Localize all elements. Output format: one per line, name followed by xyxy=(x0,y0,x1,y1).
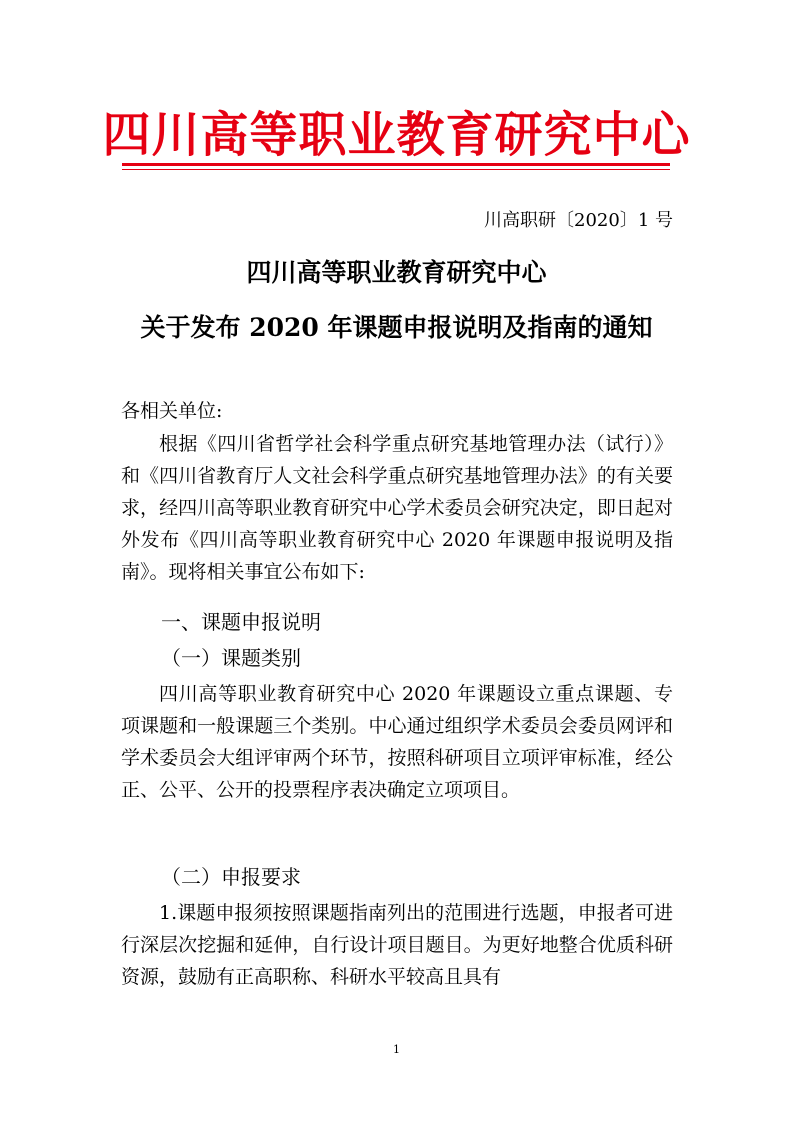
requirement-paragraph-1: 1.课题申报须按照课题指南列出的范围进行选题，申报者可进行深层次挖掘和延伸，自行设计项目题目。为更好地整合优质科研资源，鼓励有正高职称、科研水平较高且具有 xyxy=(121,902,673,988)
document-number: 川高职研〔2020〕1 号 xyxy=(484,210,673,231)
section-heading-1: 一、课题申报说明 xyxy=(161,610,321,634)
category-paragraph: 四川高等职业教育研究中心 2020 年课题设立重点课题、专项课题和一般课题三个类别。中心通过组织学术委员会委员网评和学术委员会大组评审两个环节，按照科研项目立项评审标准，经公正、公平、公开的投票程序表决确定立项项目。 xyxy=(121,683,673,801)
subsection-heading-requirements: （二）申报要求 xyxy=(161,865,301,889)
subsection-heading-category: （一）课题类别 xyxy=(161,646,301,670)
page-number: 1 xyxy=(393,1043,400,1056)
salutation: 各相关单位: xyxy=(121,400,223,422)
masthead-divider-thick xyxy=(122,163,670,166)
masthead-divider-thin xyxy=(122,169,670,170)
masthead-title: 四川高等职业教育研究中心 xyxy=(102,107,691,163)
document-title-line-1: 四川高等职业教育研究中心 xyxy=(246,258,547,287)
document-title-line-2: 关于发布 2020 年课题申报说明及指南的通知 xyxy=(140,313,653,342)
intro-paragraph: 根据《四川省哲学社会科学重点研究基地管理办法（试行）》和《四川省教育厅人文社会科学重点研究基地管理办法》的有关要求，经四川高等职业教育研究中心学术委员会研究决定，即日起对外发布《四川高等职业教育研究中心 2020 年课题申报说明及指南》。现将相关事宜公布如下: xyxy=(121,433,673,583)
